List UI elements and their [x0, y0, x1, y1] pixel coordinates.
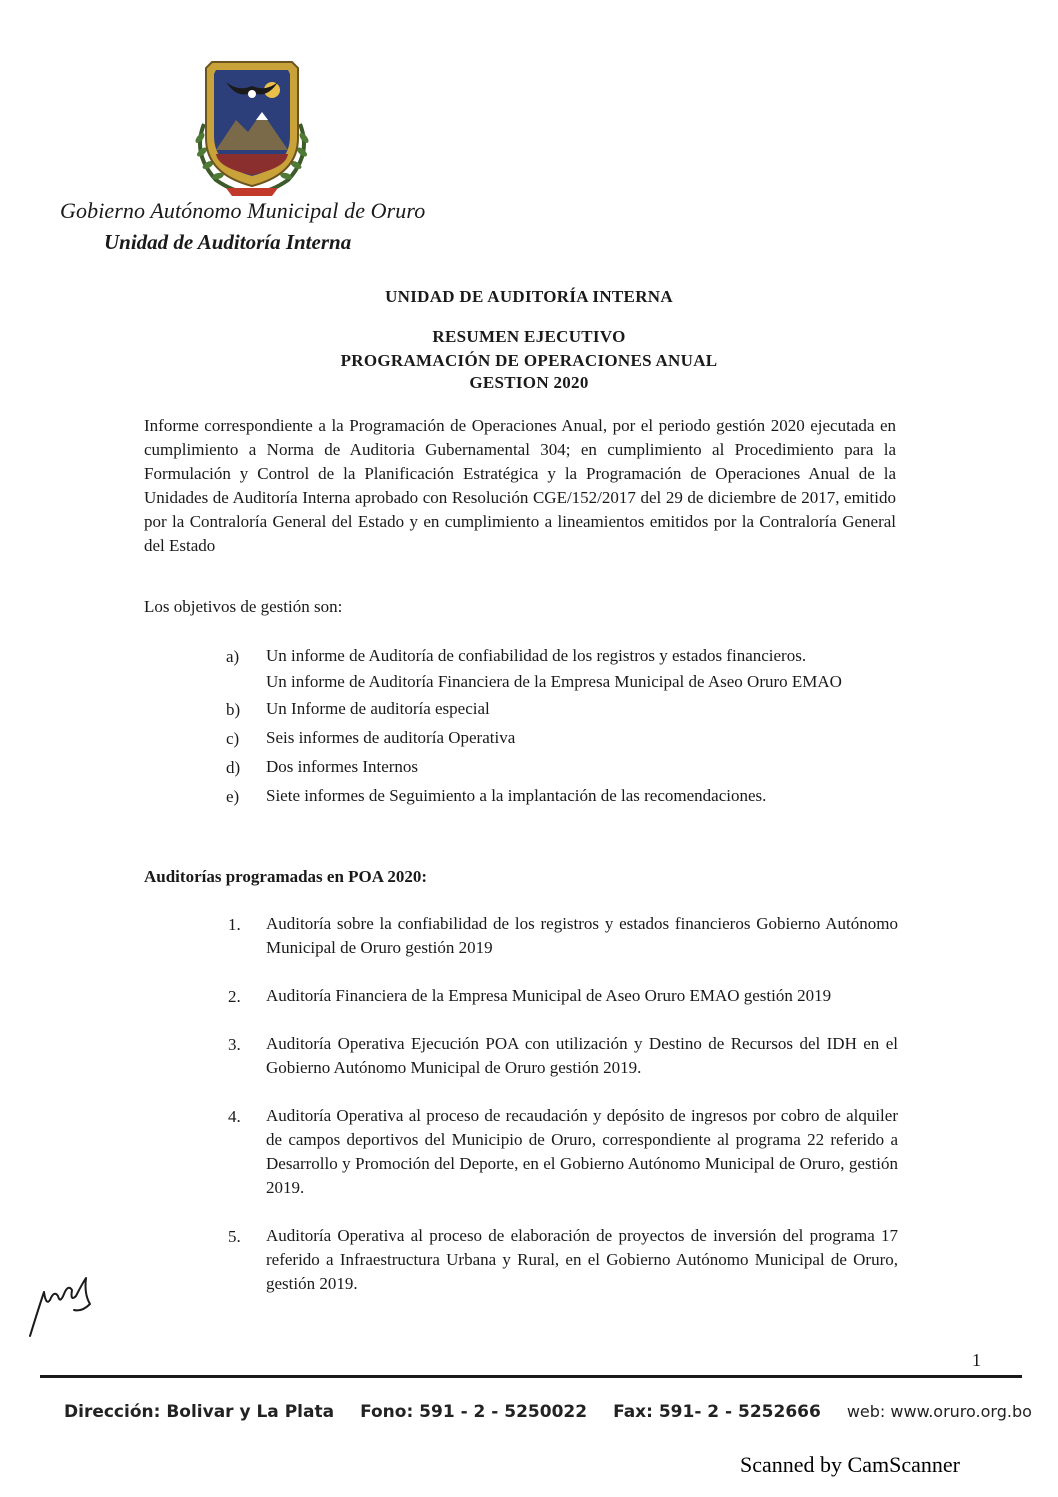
page-number: 1: [972, 1350, 981, 1370]
list-item-marker: a): [226, 647, 240, 666]
municipal-coat-of-arms-icon: [186, 54, 318, 200]
list-item: [226, 644, 898, 694]
document-title-line: PROGRAMACIÓN DE OPERACIONES ANUAL: [340, 351, 718, 370]
list-item-text: Seis informes de auditoría Operativa: [266, 728, 516, 747]
footer-address: Dirección: Bolivar y La Plata: [64, 1402, 335, 1422]
list-item-marker: 5.: [228, 1227, 241, 1246]
list-item: [226, 697, 898, 723]
list-item: [226, 755, 898, 781]
list-item-text: Un Informe de auditoría especial: [266, 699, 490, 718]
list-item: [228, 1104, 898, 1200]
objectives-label: Los objetivos de gestión son:: [144, 597, 343, 616]
objectives-list: [226, 644, 898, 810]
list-item-marker: b): [226, 700, 241, 719]
list-item-text: Auditoría Financiera de la Empresa Municipal de Aseo Oruro EMAO gestión 2019: [266, 986, 832, 1005]
document-unit-heading: UNIDAD DE AUDITORÍA INTERNA: [385, 287, 673, 306]
footer-fax: Fax: 591- 2 - 5252666: [613, 1402, 821, 1422]
audits-label: Auditorías programadas en POA 2020:: [144, 867, 428, 886]
list-item-marker: d): [226, 758, 241, 777]
document-title-line: RESUMEN EJECUTIVO: [432, 327, 626, 346]
list-item-marker: e): [226, 787, 240, 806]
list-item-marker: c): [226, 729, 240, 748]
list-item-text: Siete informes de Seguimiento a la implantación de las recomendaciones.: [266, 786, 767, 805]
list-item-text: Auditoría Operativa Ejecución POA con utilización y Destino de Recursos del IDH en el Gobierno Autónomo Municipal de Oruro gestión 2019.: [266, 1034, 898, 1077]
intro-paragraph: Informe correspondiente a la Programación de Operaciones Anual, por el periodo gestión 2020 ejecutada en cumplimiento a Norma de Auditoria Gubernamental 304; en cumplimiento al Procedimiento para la Formulación y Control de la Planificación Estratégica y la Programación de Operaciones Anual de la Unidades de Auditoría Interna aprobado con Resolución CGE/152/2017 del 29 de diciembre de 2017, emitido por la Contraloría General del Estado y en cumplimiento a lineamientos emitidos por la Contraloría General del Estado: [144, 416, 896, 555]
scanner-watermark: Scanned by CamScanner: [740, 1452, 960, 1477]
footer-phone: Fono: 591 - 2 - 5250022: [360, 1402, 588, 1422]
list-item: [228, 984, 898, 1008]
list-item-text: Un informe de Auditoría Financiera de la Empresa Municipal de Aseo Oruro EMAO: [266, 672, 842, 691]
handwritten-signature-icon: [24, 1270, 98, 1344]
document-title-line: GESTION 2020: [469, 373, 589, 392]
list-item: [228, 912, 898, 960]
list-item: [226, 726, 898, 752]
list-item-marker: 4.: [228, 1107, 241, 1126]
footer: [64, 1402, 1032, 1422]
list-item-text: Un informe de Auditoría de confiabilidad de los registros y estados financieros.: [266, 646, 807, 665]
unit-name: Unidad de Auditoría Interna: [104, 230, 352, 254]
list-item: [228, 1224, 898, 1296]
list-item-text: Auditoría Operativa al proceso de elaboración de proyectos de inversión del programa 17 referido a Infraestructura Urbana y Rural, en el Gobierno Autónomo Municipal de Oruro, gestión 2019.: [266, 1226, 898, 1293]
list-item-text: Auditoría sobre la confiabilidad de los registros y estados financieros Gobierno Autónomo Municipal de Oruro gestión 2019: [266, 914, 898, 957]
list-item: [228, 1032, 898, 1080]
audits-list: [228, 912, 898, 1296]
footer-website: web: www.oruro.org.bo: [846, 1402, 1032, 1421]
organization-name: Gobierno Autónomo Municipal de Oruro: [60, 198, 426, 223]
footer-divider: [40, 1375, 1022, 1378]
list-item-marker: 1.: [228, 915, 241, 934]
list-item: [226, 784, 898, 810]
list-item-marker: 3.: [228, 1035, 241, 1054]
list-item-text: Dos informes Internos: [266, 757, 419, 776]
list-item-text: Auditoría Operativa al proceso de recaudación y depósito de ingresos por cobro de alquiler de campos deportivos del Municipio de Oruro, correspondiente al programa 22 referido a Desarrollo y Promoción del Deporte, en el Gobierno Autónomo Municipal de Oruro, gestión 2019.: [266, 1106, 898, 1197]
list-item-marker: 2.: [228, 987, 241, 1006]
